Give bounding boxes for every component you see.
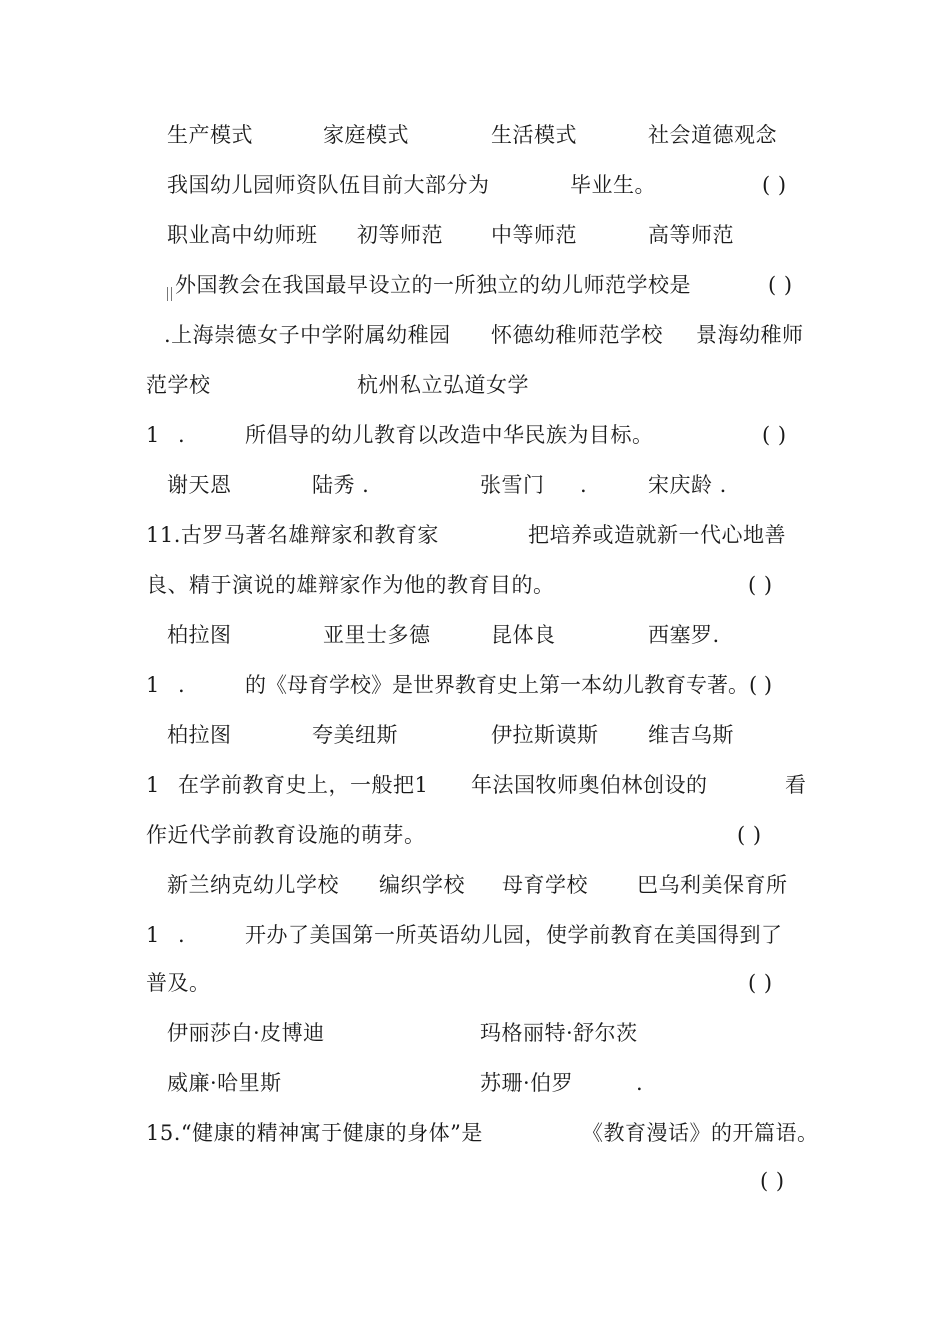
answer-blank: ( ) <box>762 423 787 447</box>
answer-blank: ( ) <box>748 573 773 597</box>
answer-blank: ( ) <box>748 971 773 995</box>
option-c: 中等师范 <box>491 223 577 247</box>
question-stem-line-2: 普及。 <box>146 971 211 995</box>
question-stem-tail: 毕业生。 <box>570 173 656 197</box>
option-d: 杭州私立弘道女学 <box>357 373 529 397</box>
question-stem: 开办了美国第一所英语幼儿园，使学前教育在美国得到了 <box>245 923 783 947</box>
option-a: 谢天恩 <box>167 473 232 497</box>
option-a: 生产模式 <box>167 123 253 147</box>
option-d-dot: . <box>636 1071 644 1095</box>
question-stem: 15.“健康的精神寓于健康的身体”是 <box>146 1121 483 1145</box>
option-c: 生活模式 <box>491 123 577 147</box>
answer-blank: ( ) <box>737 823 762 847</box>
question-number-dot: . <box>178 923 186 947</box>
option-d: 苏珊·伯罗 <box>480 1071 574 1095</box>
option-b: 夸美纽斯 <box>312 723 398 747</box>
option-c-continued: 范学校 <box>146 373 211 397</box>
question-number-dot: . <box>178 423 186 447</box>
option-b: 亚里士多德 <box>323 623 431 647</box>
option-d: 高等师范 <box>648 223 734 247</box>
option-c: 昆体良 <box>491 623 556 647</box>
option-a: 柏拉图 <box>167 723 232 747</box>
option-d: 宋庆龄 . <box>648 473 727 497</box>
question-number: 1 <box>146 673 160 697</box>
option-c: 威廉·哈里斯 <box>167 1071 282 1095</box>
option-a: 柏拉图 <box>167 623 232 647</box>
option-b: 初等师范 <box>357 223 443 247</box>
option-c-dot: . <box>580 473 588 497</box>
question-stem: 外国教会在我国最早设立的一所独立的幼儿师范学校是 <box>175 273 691 297</box>
answer-blank: ( ) <box>768 273 793 297</box>
option-b: 家庭模式 <box>323 123 409 147</box>
option-a: 职业高中幼师班 <box>167 223 318 247</box>
option-c: 伊拉斯谟斯 <box>491 723 599 747</box>
question-stem-end: 看 <box>785 773 807 797</box>
option-c: 张雪门 <box>480 473 545 497</box>
question-number: 1 <box>146 773 160 797</box>
small-glyph-mark <box>167 287 172 301</box>
question-stem-continued: 年法国牧师奥伯林创设的 <box>471 773 708 797</box>
option-b: 怀德幼稚师范学校 <box>491 323 663 347</box>
question-stem-line-2: 作近代学前教育设施的萌芽。 <box>146 823 426 847</box>
option-d: 西塞罗. <box>648 623 720 647</box>
question-number: 1 <box>146 923 160 947</box>
question-stem: 所倡导的幼儿教育以改造中华民族为目标。 <box>245 423 654 447</box>
option-b: 玛格丽特·舒尔茨 <box>480 1021 638 1045</box>
question-stem: 的《母育学校》是世界教育史上第一本幼儿教育专著。( ) <box>245 673 773 697</box>
option-b: 编织学校 <box>379 873 465 897</box>
option-d: 巴乌利美保育所 <box>637 873 788 897</box>
question-number-dot: . <box>178 673 186 697</box>
option-a: 伊丽莎白·皮博迪 <box>167 1021 325 1045</box>
answer-blank: ( ) <box>762 173 787 197</box>
question-stem: 我国幼儿园师资队伍目前大部分为 <box>167 173 490 197</box>
option-a: 新兰纳克幼儿学校 <box>167 873 339 897</box>
option-a: .上海崇德女子中学附属幼稚园 <box>164 323 451 347</box>
answer-blank: ( ) <box>760 1169 785 1193</box>
option-b: 陆秀 . <box>312 473 370 497</box>
option-c: 景海幼稚师 <box>696 323 804 347</box>
option-c: 母育学校 <box>502 873 588 897</box>
question-stem: 在学前教育史上，一般把1 <box>178 773 429 797</box>
question-stem-line-2: 良、精于演说的雄辩家作为他的教育目的。 <box>146 573 555 597</box>
question-stem: 11.古罗马著名雄辩家和教育家 <box>146 523 439 547</box>
question-number: 1 <box>146 423 160 447</box>
option-d: 维吉乌斯 <box>648 723 734 747</box>
question-stem-continued: 《教育漫话》的开篇语。 <box>582 1121 819 1145</box>
option-d: 社会道德观念 <box>648 123 777 147</box>
question-stem-continued: 把培养或造就新一代心地善 <box>528 523 786 547</box>
